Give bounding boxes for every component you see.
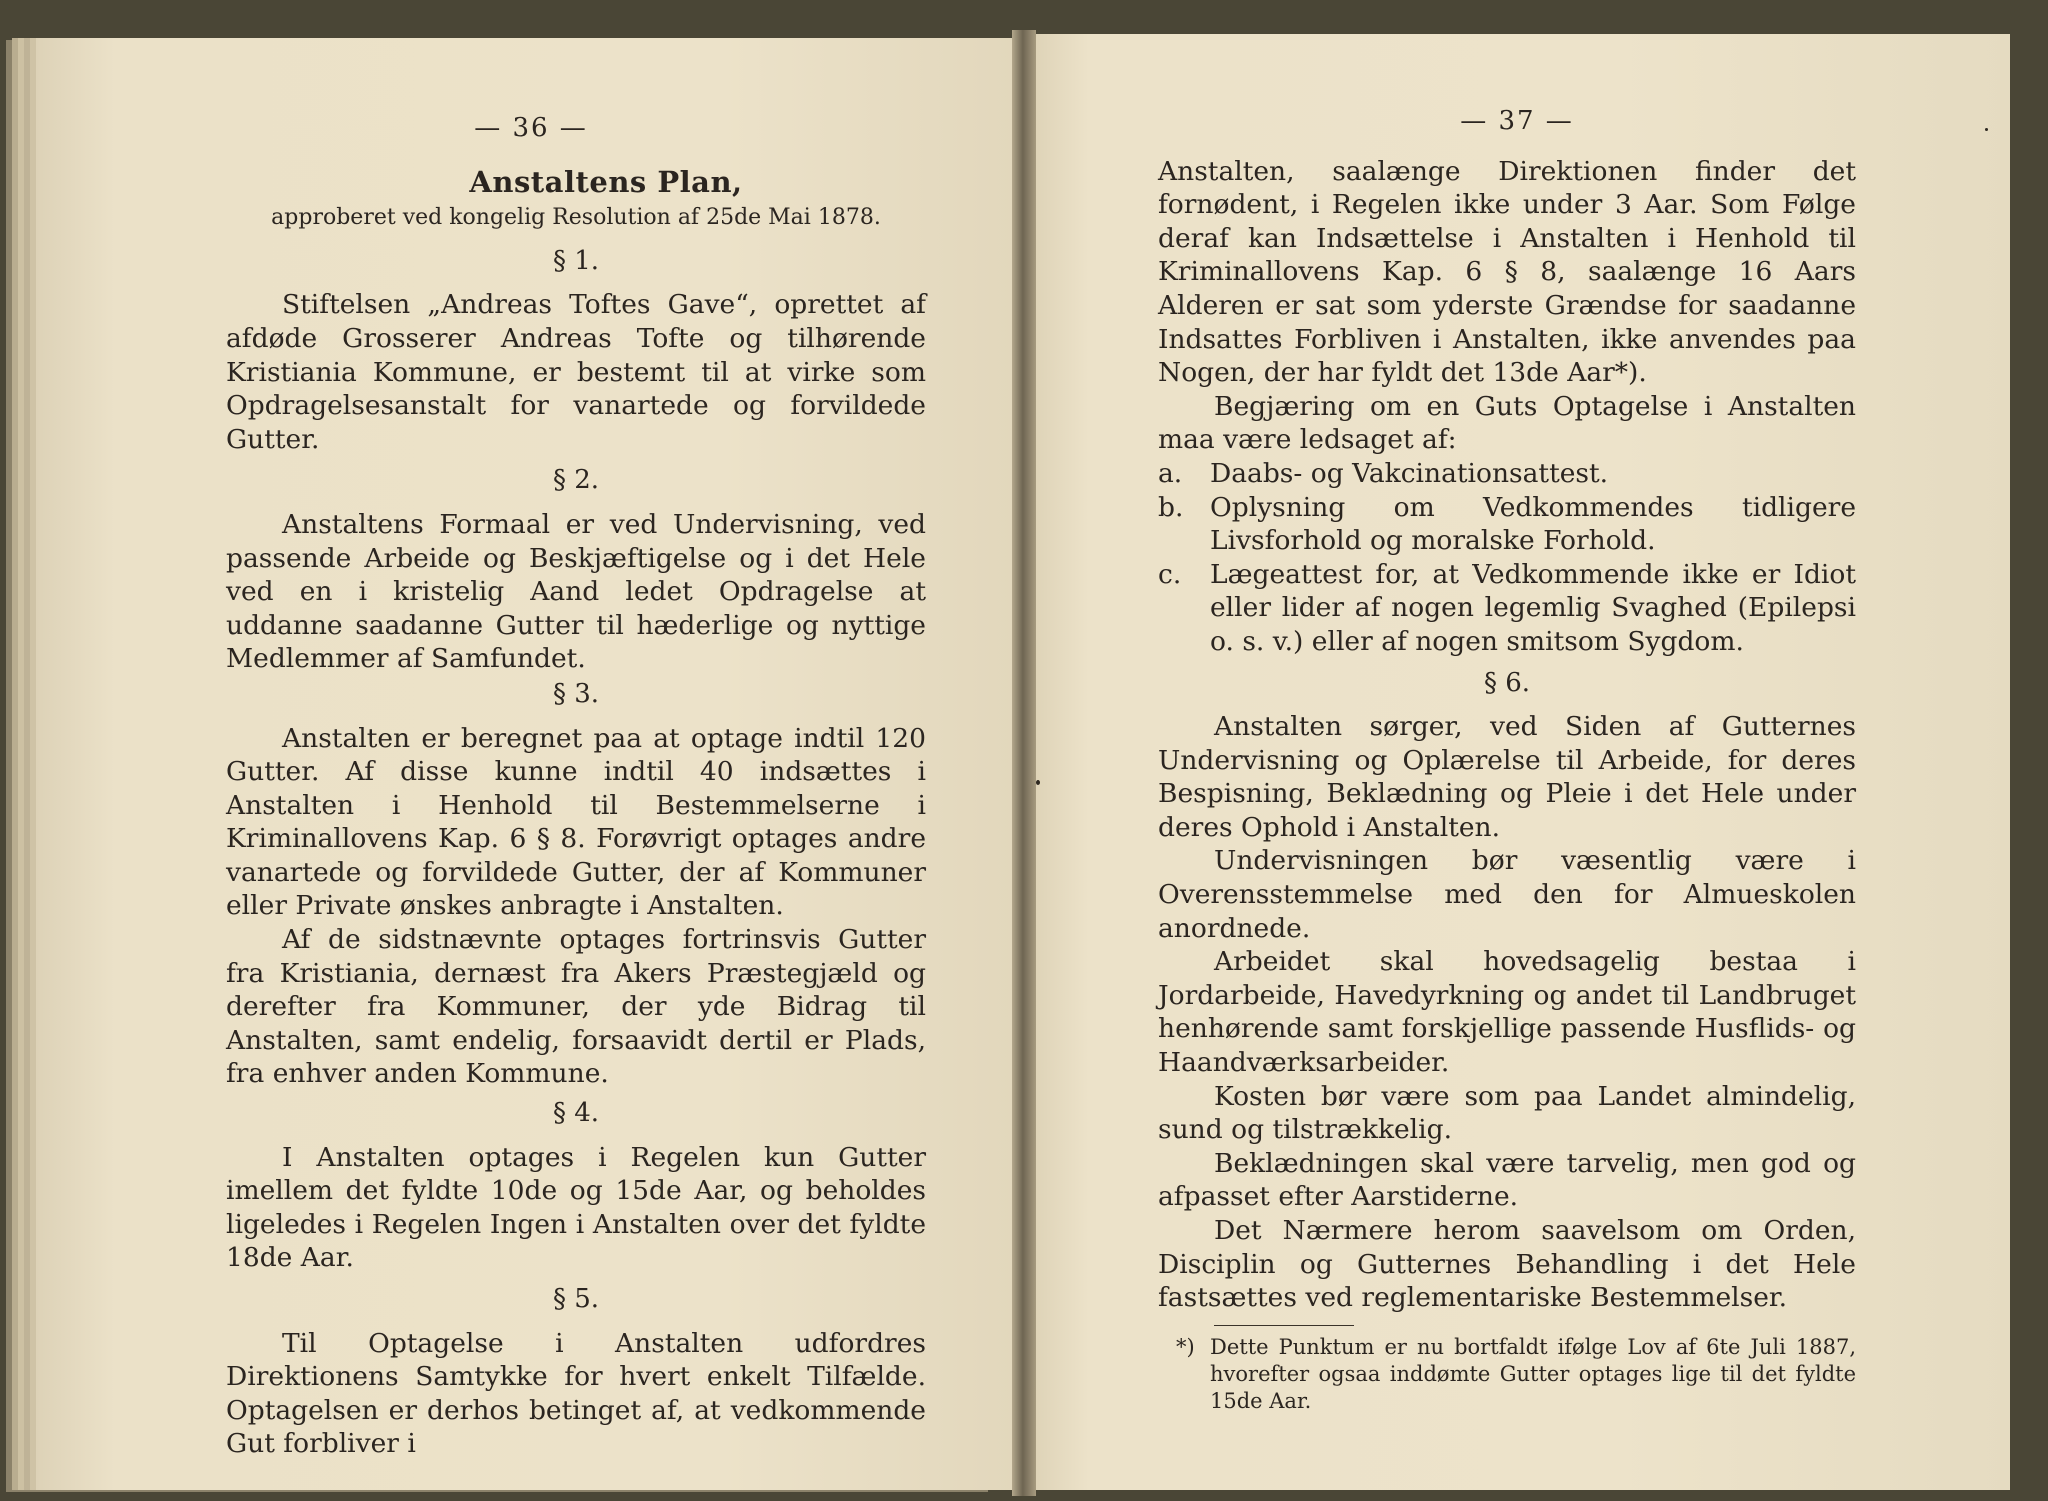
section-heading: § 3. xyxy=(552,678,600,709)
paragraph: Arbeidet skal hovedsagelig bestaa i Jordarbeide, Havedyrkning og andet til Landbruget henhørende samt forskjellige passende Husflids- og Haandværksarbeider. xyxy=(1158,946,1856,1079)
list-text: Oplysning om Vedkommendes tidligere Livsforhold og moralske Forhold. xyxy=(1210,491,1856,557)
section-heading: § 2. xyxy=(552,465,600,496)
book-gutter xyxy=(1012,30,1036,1496)
footnote-mark: *) xyxy=(1176,1334,1195,1359)
paragraph: Begjæring om en Guts Optagelse i Anstalten maa være ledsaget af: xyxy=(1158,390,1856,456)
section-heading: § 6. xyxy=(1483,667,1531,698)
document-title: Anstaltens Plan, xyxy=(469,164,743,199)
list-item xyxy=(1158,457,1856,491)
list-label: b. xyxy=(1158,491,1184,523)
paragraph: Beklædningen skal være tarvelig, men god og afpasset efter Aarstiderne. xyxy=(1158,1147,1856,1213)
section-heading: § 1. xyxy=(552,245,600,276)
list-label: c. xyxy=(1158,558,1182,590)
attachment-list xyxy=(1158,457,1856,659)
ink-speck xyxy=(1036,780,1040,785)
list-item xyxy=(1158,558,1856,659)
paragraph: Anstalten, saalænge Direktionen finder det fornødent, i Regelen ikke under 3 Aar. Som Følge deraf kan Indsættelse i Anstalten i Henhold til Kriminallovens Kap. 6 § 8, saalænge 16 Aars Alderen er sat som yderste Grændse for saadanne Indsattes Forbliven i Anstalten, ikke anvendes paa Nogen, der har fyldt det 13de Aar*). xyxy=(1158,155,1856,389)
list-label: a. xyxy=(1158,457,1183,489)
paragraph: Til Optagelse i Anstalten udfordres Direktionens Samtykke for hvert enkelt Tilfælde. Optagelsen er derhos betinget af, at vedkommende Gut forbliver i xyxy=(226,1327,926,1460)
ink-speck xyxy=(1985,128,1988,131)
paragraph: Kosten bør være som paa Landet almindelig, sund og tilstrækkelig. xyxy=(1158,1080,1856,1146)
section-heading: § 4. xyxy=(552,1098,600,1129)
list-text: Lægeattest for, at Vedkommende ikke er Idiot eller lider af nogen legemlig Svaghed (Epilepsi o. s. v.) eller af nogen smitsom Sygdom. xyxy=(1210,558,1856,657)
section-heading: § 5. xyxy=(552,1284,600,1314)
paragraph: Undervisningen bør væsentlig være i Overensstemmelse med den for Almueskolen anordnede. xyxy=(1158,845,1856,944)
page-number: — 36 — xyxy=(474,113,588,143)
paragraph: Anstalten er beregnet paa at optage indtil 120 Gutter. Af disse kunne indtil 40 indsættes i Anstalten i Henhold til Bestemmelserne i Kriminallovens Kap. 6 § 8. Forøvrigt optages andre vanartede og forvildede Gutter, der af Kommuner eller Private ønskes anbragte i Anstalten. xyxy=(226,722,926,922)
list-item xyxy=(1158,491,1856,558)
paragraph: I Anstalten optages i Regelen kun Gutter imellem det fyldte 10de og 15de Aar, og beholdes ligeledes i Regelen Ingen i Anstalten over det fyldte 18de Aar. xyxy=(226,1141,926,1274)
paragraph: Det Nærmere herom saavelsom om Orden, Disciplin og Gutternes Behandling i det Hele fastsættes ved reglementariske Bestemmelser. xyxy=(1158,1215,1856,1314)
list-text: Daabs- og Vakcinationsattest. xyxy=(1210,457,1609,489)
right-page-text xyxy=(1158,105,1856,1415)
footnote-text: Dette Punktum er nu bortfaldt ifølge Lov af 6te Juli 1887, hvorefter ogsaa inddømte Gutter optages lige til det fyldte 15de Aar. xyxy=(1210,1334,1856,1413)
footnote xyxy=(1158,1334,1856,1415)
paragraph: Anstalten sørger, ved Siden af Gutternes Undervisning og Oplærelse til Arbeide, for deres Bespisning, Beklædning og Pleie i det Hele under deres Ophold i Anstalten. xyxy=(1158,711,1856,843)
left-page-text xyxy=(226,112,926,1461)
paragraph: Anstaltens Formaal er ved Undervisning, ved passende Arbeide og Beskjæftigelse og i det Hele ved en i kristelig Aand ledet Opdragelse at uddanne saadanne Gutter til hæderlige og nyttige Medlemmer af Samfundet. xyxy=(226,508,926,675)
paragraph: Stiftelsen „Andreas Toftes Gave“, oprettet af afdøde Grosserer Andreas Tofte og tilhørende Kristiania Kommune, er bestemt til at virke som Opdragelsesanstalt for vanartede og forvildede Gutter. xyxy=(226,289,926,455)
paragraph: Af de sidstnævnte optages fortrinsvis Gutter fra Kristiania, dernæst fra Akers Præstegjæld og derefter fra Kommuner, der yde Bidrag til Anstalten, samt endelig, forsaavidt dertil er Plads, fra enhver anden Kommune. xyxy=(226,924,926,1090)
page-number: — 37 — xyxy=(1460,106,1574,136)
document-subtitle: approberet ved kongelig Resolution af 25de Mai 1878. xyxy=(271,205,881,231)
footnote-rule xyxy=(1214,1325,1354,1326)
